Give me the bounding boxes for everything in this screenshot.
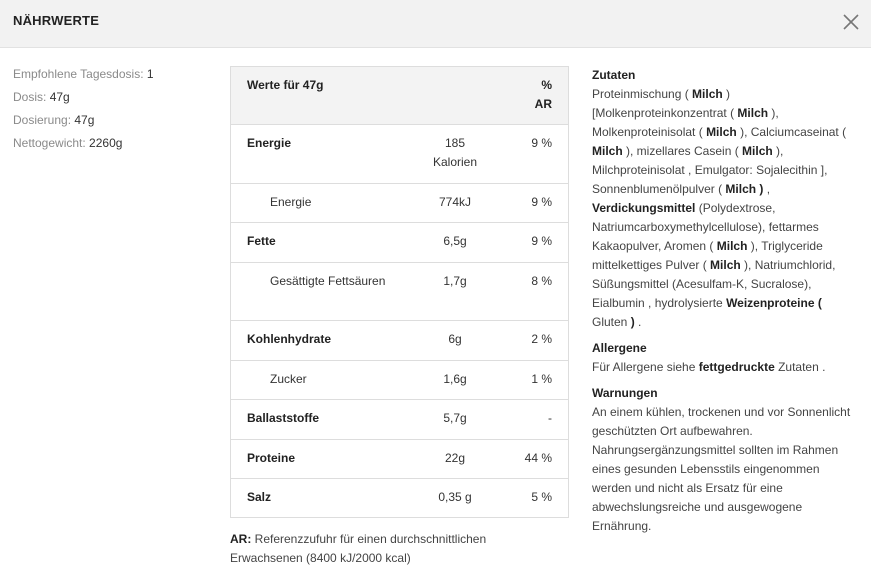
table-row (231, 478, 568, 517)
nutrient-amount: 22g (444, 451, 466, 465)
footnote (230, 530, 550, 568)
zutaten-part-text: . (634, 315, 642, 329)
info-row (13, 66, 213, 89)
nutrient-amount: 5,7g (443, 411, 467, 425)
nutrient-amount: 774kJ (438, 195, 472, 209)
info-row (13, 89, 213, 112)
zutaten-part-text: ) [Molkenproteinkonzentrat ( (592, 87, 738, 120)
allergene-section (592, 339, 860, 377)
zutaten-section (592, 66, 860, 332)
zutaten-part-text: (Polydextrose, Natriumcarboxymethylcellulose), fettarmes Kakaopulver, Aromen ( (592, 201, 819, 253)
nutrient-amount: 0,35 g (438, 490, 472, 504)
nutrient-percent: 2 % (531, 332, 552, 346)
dosage-info (13, 66, 213, 158)
zutaten-part-text: ), Milchproteinisolat , Emulgator: Sojalecithin ], Sonnenblumenölpulver ( (592, 144, 828, 196)
info-value: 1 (146, 67, 154, 81)
zutaten-part-text: , (763, 182, 771, 196)
table-header-values: Werte für 47g (247, 78, 324, 92)
info-label: Nettogewicht: (13, 136, 86, 150)
nutrient-name: Energie (270, 195, 312, 209)
warnungen-section (592, 384, 860, 536)
warnungen-text: An einem kühlen, trockenen und vor Sonnenlicht geschützten Ort aufbewahren. Nahrungsergänzungsmittel sollten im Rahmen eines gesunden Lebensstils eingenommen werden und nicht als Ersatz für eine abwechslungsreiche und ausgewogene Ernährung. (592, 405, 851, 533)
zutaten-part-bold: Milch (737, 106, 769, 120)
close-icon[interactable] (840, 11, 862, 33)
table-header-ar (492, 76, 552, 114)
zutaten-part-text: ), Natriumchlorid, Süßungsmittel (Acesulfam-K, Sucralose), Eialbumin , hydrolysierte (592, 258, 836, 310)
zutaten-part-bold: Milch (692, 87, 723, 101)
footnote-text: Referenzzufuhr für einen durchschnittlichen Erwachsenen (8400 kJ/2000 kcal) (230, 532, 487, 565)
modal-title: NÄHRWERTE (13, 13, 100, 28)
zutaten-part-bold: Verdickungsmittel (592, 201, 696, 215)
zutaten-part-bold: Milch (592, 144, 623, 158)
footnote-abbr: AR: (230, 532, 252, 546)
nutrient-amount: 6g (448, 332, 462, 346)
nutrient-name: Salz (247, 490, 272, 504)
info-label: Empfohlene Tagesdosis: (13, 67, 144, 81)
nutrition-table (230, 66, 569, 518)
modal-header (0, 0, 871, 48)
table-row (231, 399, 568, 439)
info-row (13, 135, 213, 158)
nutrient-percent: 8 % (531, 274, 552, 288)
nutrient-amount: 1,6g (443, 372, 467, 386)
nutrient-percent: 9 % (531, 234, 552, 248)
table-header-percent: % (541, 78, 552, 92)
info-value: 47g (74, 113, 95, 127)
table-header-row (231, 67, 568, 124)
table-row (231, 124, 568, 183)
table-row (231, 183, 568, 222)
table-header-ar-label: AR (534, 97, 552, 111)
zutaten-part-text: ), Calciumcaseinat ( (736, 125, 847, 139)
close-button[interactable] (840, 11, 862, 33)
zutaten-part-bold: Milch (706, 125, 737, 139)
zutaten-part-text: ), Molkenproteinisolat ( (592, 106, 779, 139)
zutaten-part-text: Proteinmischung ( (592, 87, 693, 101)
allergene-part-text: Für Allergene siehe (592, 360, 699, 374)
nutrient-percent: 9 % (531, 195, 552, 209)
nutrient-name: Energie (247, 136, 292, 150)
nutrient-name: Fette (247, 234, 276, 248)
zutaten-text (592, 85, 860, 332)
nutrient-name: Ballaststoffe (247, 411, 320, 425)
warnungen-title: Warnungen (592, 386, 658, 400)
details-column (592, 66, 860, 543)
allergene-part-text: Zutaten . (774, 360, 826, 374)
nutrient-percent: - (548, 411, 552, 425)
zutaten-part-bold: Milch (742, 144, 773, 158)
zutaten-part-bold: Milch (710, 258, 741, 272)
info-row (13, 112, 213, 135)
nutrient-name: Gesättigte Fettsäuren (270, 274, 386, 288)
zutaten-part-text: ), Triglyceride mittelkettiges Pulver ( (592, 239, 823, 272)
nutrient-name: Zucker (270, 372, 307, 386)
table-row (231, 360, 568, 399)
nutrient-name: Kohlenhydrate (247, 332, 332, 346)
nutrient-amount: 6,5g (443, 234, 467, 248)
zutaten-part-text: Gluten (592, 315, 631, 329)
table-row (231, 320, 568, 360)
zutaten-title: Zutaten (592, 68, 636, 82)
nutrient-percent: 5 % (531, 490, 552, 504)
nutrient-percent: 1 % (531, 372, 552, 386)
nutrient-percent: 44 % (524, 451, 552, 465)
table-row (231, 222, 568, 262)
zutaten-part-bold: ) (630, 315, 635, 329)
allergene-text (592, 358, 860, 377)
zutaten-part-bold: Weizenproteine ( (726, 296, 822, 310)
nutrient-percent: 9 % (531, 136, 552, 150)
info-label: Dosis: (13, 90, 47, 104)
table-row (231, 439, 568, 478)
nutrient-name: Proteine (247, 451, 296, 465)
allergene-title: Allergene (592, 341, 647, 355)
zutaten-part-bold: Milch (716, 239, 748, 253)
info-label: Dosierung: (13, 113, 72, 127)
nutrient-amount: 185 Kalorien (432, 136, 478, 169)
zutaten-part-bold: Milch ) (725, 182, 764, 196)
table-row (231, 262, 568, 320)
zutaten-part-text: ), mizellares Casein ( (622, 144, 743, 158)
info-value: 2260g (89, 136, 123, 150)
nutrient-amount: 1,7g (443, 274, 467, 288)
info-value: 47g (49, 90, 70, 104)
allergene-part-bold: fettgedruckte (698, 360, 775, 374)
